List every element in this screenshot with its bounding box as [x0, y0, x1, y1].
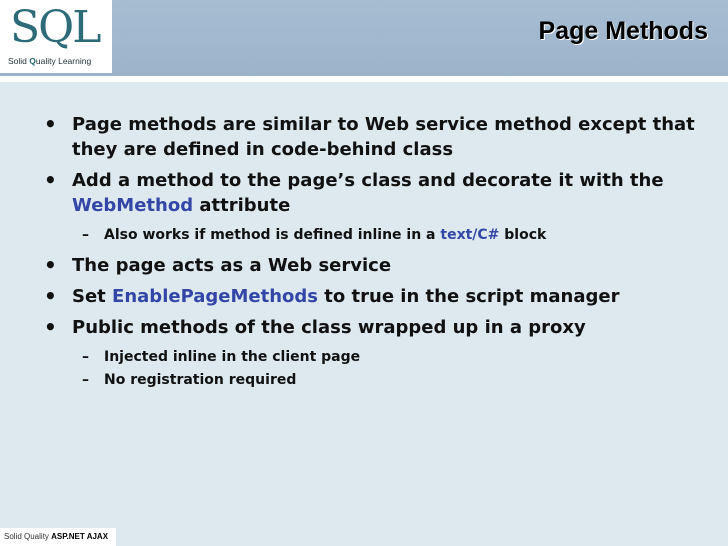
- logo: [0, 0, 112, 73]
- keyword: WebMethod: [72, 195, 194, 216]
- keyword: EnablePageMethods: [112, 286, 319, 307]
- bullet-item: • Add a method to the page’s class and decorate it with the WebMethod attribute: [72, 168, 708, 218]
- bullet-item: • The page acts as a Web service: [72, 253, 708, 278]
- sub-bullet-item: – Also works if method is defined inline in a text/C# block: [104, 224, 728, 247]
- slide-content: [0, 112, 728, 392]
- footer: Solid Quality ASP.NET AJAX: [0, 528, 116, 546]
- sub-bullet-item: – Injected inline in the client page: [104, 346, 728, 369]
- slide-title: Page Methods: [538, 17, 708, 45]
- keyword: text/C#: [440, 227, 500, 243]
- sub-bullet-item: – No registration required: [104, 369, 728, 392]
- logo-mark: SQL: [10, 2, 100, 53]
- bullet-item: • Set EnablePageMethods to true in the script manager: [72, 284, 708, 309]
- bullet-item: • Page methods are similar to Web service method except that they are defined in code-behind class: [72, 112, 708, 162]
- logo-tagline: Solid Quality Learning: [8, 56, 92, 66]
- bullet-item: • Public methods of the class wrapped up in a proxy: [72, 315, 708, 340]
